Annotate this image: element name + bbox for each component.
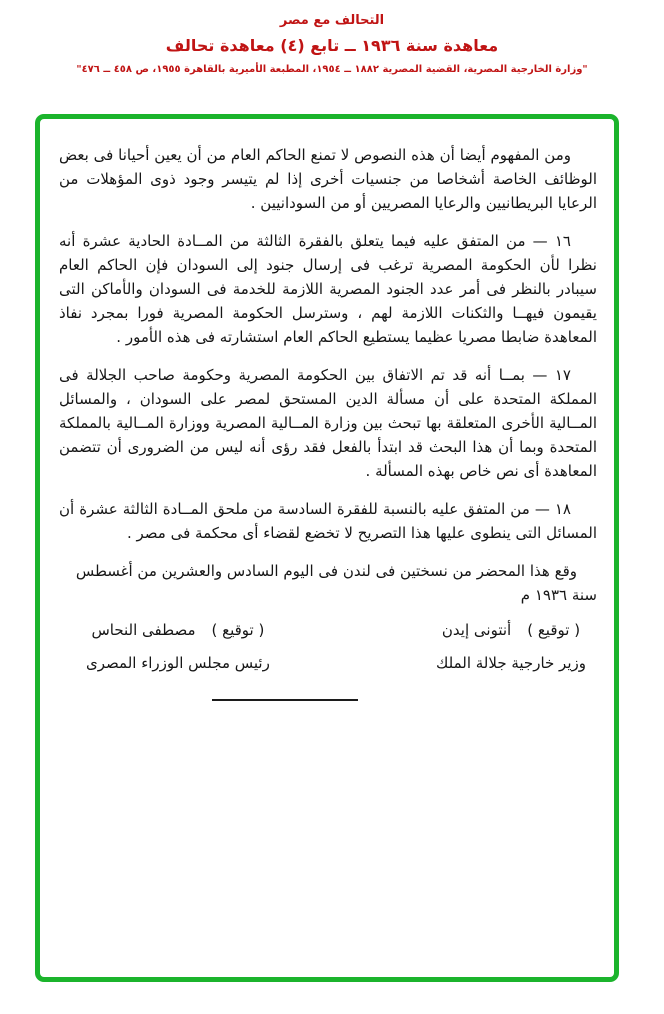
signatory-name: مصطفى النحاس <box>91 621 196 639</box>
end-divider <box>212 699 358 701</box>
page-subtitle: معاهدة سنة ١٩٣٦ ــ تابع (٤) معاهدة تحالف <box>165 36 499 55</box>
treaty-text <box>40 119 614 607</box>
treaty-paragraph-intro: ومن المفهوم أيضا أن هذه النصوص لا تمنع الحاكم العام من أن يعين أحيانا فى بعض الوظائف الخاصة أشخاصا من جنسيات أخرى إذا لم يتيسر وجود ذوى المؤهلات من الرعايا البريطانيين والرعايا المصريين أو من السودانيين . <box>59 146 597 212</box>
treaty-paragraph-17: ١٧ — بمــا أنه قد تم الاتفاق بين الحكومة المصرية وحكومة صاحب الجلالة فى المملكة المتحدة على أن مسألة الدين المستحق لمصر على السودان ، والمسائل المــالية الأخرى المتعلقة بها تبحث بين وزارة المــالية المصرية ووزارة المــالية بالمملكة المتحدة وبما أن هذا البحث قد ابتدأ بالفعل فقد رؤى أنه ليس من الضرورى أن تتضمن المعاهدة أى نص خاص بهذه المسألة . <box>59 366 597 480</box>
signature-nahhas-line <box>86 621 270 639</box>
source-citation: "وزارة الخارجية المصرية، القضية المصرية ١٨٨٢ ــ ١٩٥٤، المطبعة الأميرية بالقاهرة ١٩٥٥، ص ٤٥٨ ــ ٤٧٦" <box>76 64 588 75</box>
signature-nahhas <box>86 621 270 672</box>
page-header <box>0 0 664 75</box>
signature-eden <box>436 621 586 672</box>
treaty-paragraph-18: ١٨ — من المتفق عليه بالنسبة للفقرة السادسة من ملحق المــادة الثالثة عشرة أن المسائل التى ينطوى عليها هذا التصريح لا تخضع لقضاء أى محكمة فى مصر . <box>59 500 597 542</box>
treaty-closing-line: وقع هذا المحضر من نسختين فى لندن فى اليوم السادس والعشرين من أغسطس سنة ١٩٣٦ م <box>75 562 597 604</box>
signature-eden-line <box>436 621 586 639</box>
signature-label: ( توقيع ) <box>211 621 265 639</box>
document-frame <box>35 114 619 982</box>
signatory-name: أنتونى إيدن <box>441 621 512 639</box>
treaty-paragraph-16: ١٦ — من المتفق عليه فيما يتعلق بالفقرة الثالثة من المــادة الحادية عشرة أنه نظرا لأن الحكومة المصرية ترغب فى إرسال جنود إلى السودان فإن الحاكم العام سيبادر بالنظر فى أمر عدد الجنود المصرية اللازمة للخدمة فى السودان والأماكن التى يقيمون فيهــا والثكنات اللازمة لهم ، وسترسل الحكومة المصرية فورا بمجرد نفاذ المعاهدة ضابطا مصريا عظيما يستطيع الحاكم العام استشارته فى هذه الأمور . <box>59 232 597 346</box>
signatory-title: وزير خارجية جلالة الملك <box>435 654 586 672</box>
signatory-title: رئيس مجلس الوزراء المصرى <box>86 654 270 672</box>
signature-block <box>40 607 614 672</box>
signature-label: ( توقيع ) <box>527 621 581 639</box>
page-title: التحالف مع مصر <box>279 13 385 28</box>
